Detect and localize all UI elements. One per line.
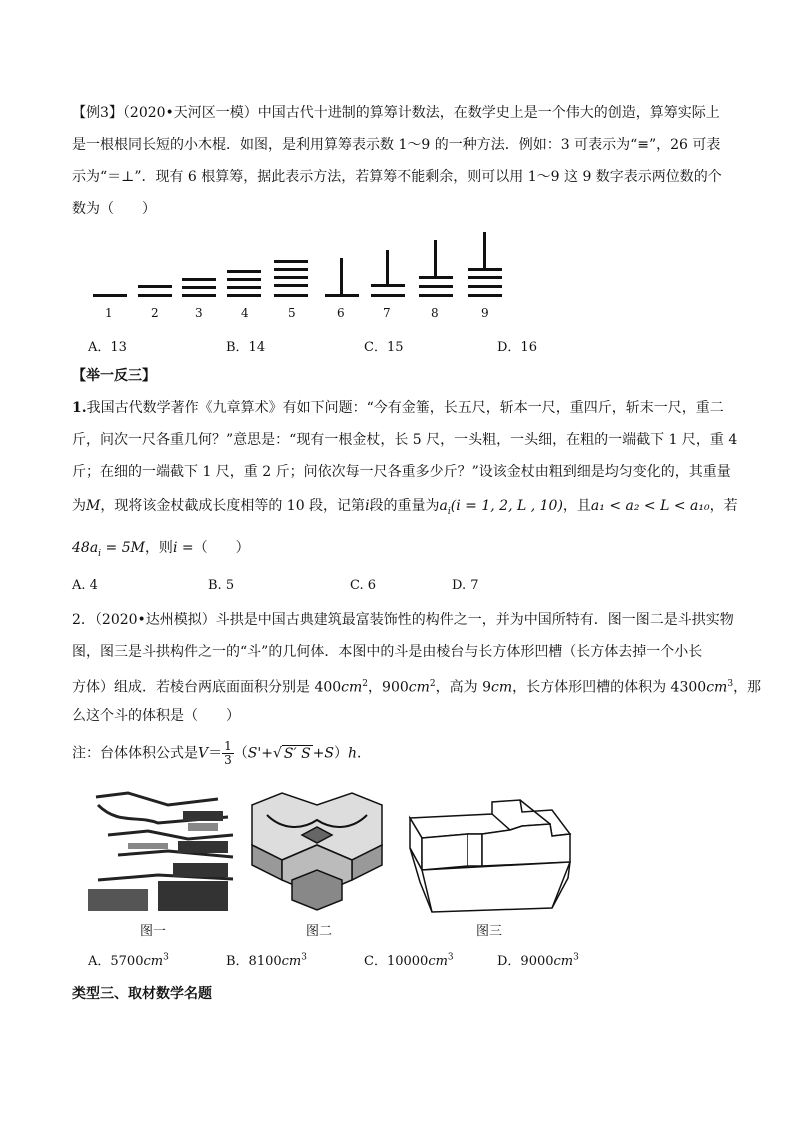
figure2-label: 图二 <box>306 924 333 939</box>
numeral-9: 9 <box>481 306 489 320</box>
numeral-8: 8 <box>431 306 439 320</box>
numeral-1: 1 <box>105 306 113 320</box>
q2-choice-d: D．$9000cm^3$ <box>497 952 579 969</box>
example3-choice-b: B．14 <box>226 340 266 355</box>
rod-3 <box>182 294 216 297</box>
rod-6 <box>325 294 359 297</box>
sqrt-sign: √ <box>272 745 282 762</box>
figure1-dougong-photo <box>88 785 238 915</box>
counting-rods-figure <box>88 230 528 310</box>
rod-2 <box>138 294 172 297</box>
rod-9 <box>468 294 502 297</box>
type3-title: 类型三、取材数学名题 <box>72 986 212 1002</box>
q2-choice-c: C．$10000cm^3$ <box>364 952 454 969</box>
q1-choice-c: C. 6 <box>350 578 377 593</box>
rod-4 <box>227 294 261 297</box>
example3-line2: 是一根根同长短的小木棍．如图，是利用算筹表示数 1～9 的一种方法．例如：3 可表示为“≡”，26 可表 <box>72 137 721 153</box>
q1-line4: 为M，现将该金杖截成长度相等的 10 段，记第i段的重量为$a_i(i = 1$, 2, L , 10)，且a₁ < a₂ < L < a₁₀，若 <box>72 498 738 517</box>
numeral-6: 6 <box>337 306 345 320</box>
rod-5 <box>274 294 308 297</box>
numeral-4: 4 <box>241 306 249 320</box>
q2-line1: 2．（2020•达州模拟）斗拱是中国古典建筑最富装饰性的构件之一，并为中国所特有．图一图二是斗拱实物 <box>72 612 734 628</box>
q2-note: 注：台体体积公式是V＝ $\frac{1}{3}$ （S'+√ S′ S +S）h． <box>72 739 372 767</box>
q1-line1: 1.我国古代数学著作《九章算术》有如下问题：“今有金箠，长五尺，斩本一尺，重四斤，斩末一尺，重二 <box>72 400 724 416</box>
example3-choice-d: D．16 <box>497 340 537 355</box>
q2-choice-b: B．$8100cm^3$ <box>226 952 307 969</box>
q1-line5: $48a_i = 5M$，则i =（ ） <box>72 540 250 559</box>
numeral-5: 5 <box>288 306 296 320</box>
example3-choice-a: A．13 <box>88 340 127 355</box>
numeral-7: 7 <box>383 306 391 320</box>
figure3-label: 图三 <box>476 924 503 939</box>
fraction-one-third: $\frac{1}{3}$ <box>224 739 232 767</box>
numeral-2: 2 <box>151 306 159 320</box>
section-title: 【举一反三】 <box>72 368 156 384</box>
rod-8 <box>419 294 453 297</box>
q1-choice-d: D. 7 <box>452 578 479 593</box>
example3-line3: 示为“＝⊥”．现有 6 根算筹，据此表示方法，若算筹不能剩余，则可以用 1～9 这 9 数字表示两位数的个 <box>72 169 722 185</box>
example3-line1: 【例3】（2020•天河区一模）中国古代十进制的算筹计数法，在数学史上是一个伟大的创造，算筹实际上 <box>72 105 720 121</box>
q1-choice-b: B. 5 <box>208 578 235 593</box>
figure1-label: 图一 <box>140 924 167 939</box>
example3-choice-c: C．15 <box>364 340 404 355</box>
figure2-dougong-model <box>242 785 392 915</box>
figure3-dou-solid <box>402 790 582 920</box>
q2-line2: 图，图三是斗拱构件之一的“斗”的几何体．本图中的斗是由棱台与长方体形凹槽（长方体去掉一个小长 <box>72 644 703 660</box>
q1-choice-a: A. 4 <box>72 578 98 593</box>
numeral-3: 3 <box>195 306 203 320</box>
q1-line2: 斤，问次一尺各重几何？”意思是：“现有一根金杖，长 5 尺，一头粗，一头细，在粗的一端截下 1 尺，重 4 <box>72 432 738 448</box>
rod-1 <box>93 294 127 297</box>
rod-7 <box>371 294 405 297</box>
q2-line3: 方体）组成．若棱台两底面面积分别是 $400cm^2$，$900cm^2$，高为 9cm，长方体形凹槽的体积为 $4300cm^3$，那 <box>72 679 762 696</box>
q2-choice-a: A．$5700cm^3$ <box>88 952 169 969</box>
q1-line3: 斤；在细的一端截下 1 尺，重 2 斤；问依次每一尺各重多少斤？”设该金杖由粗到细是均匀变化的，其重量 <box>72 464 731 480</box>
example3-line4: 数为（ ） <box>72 201 156 217</box>
q2-line4: 么这个斗的体积是（ ） <box>72 708 240 724</box>
